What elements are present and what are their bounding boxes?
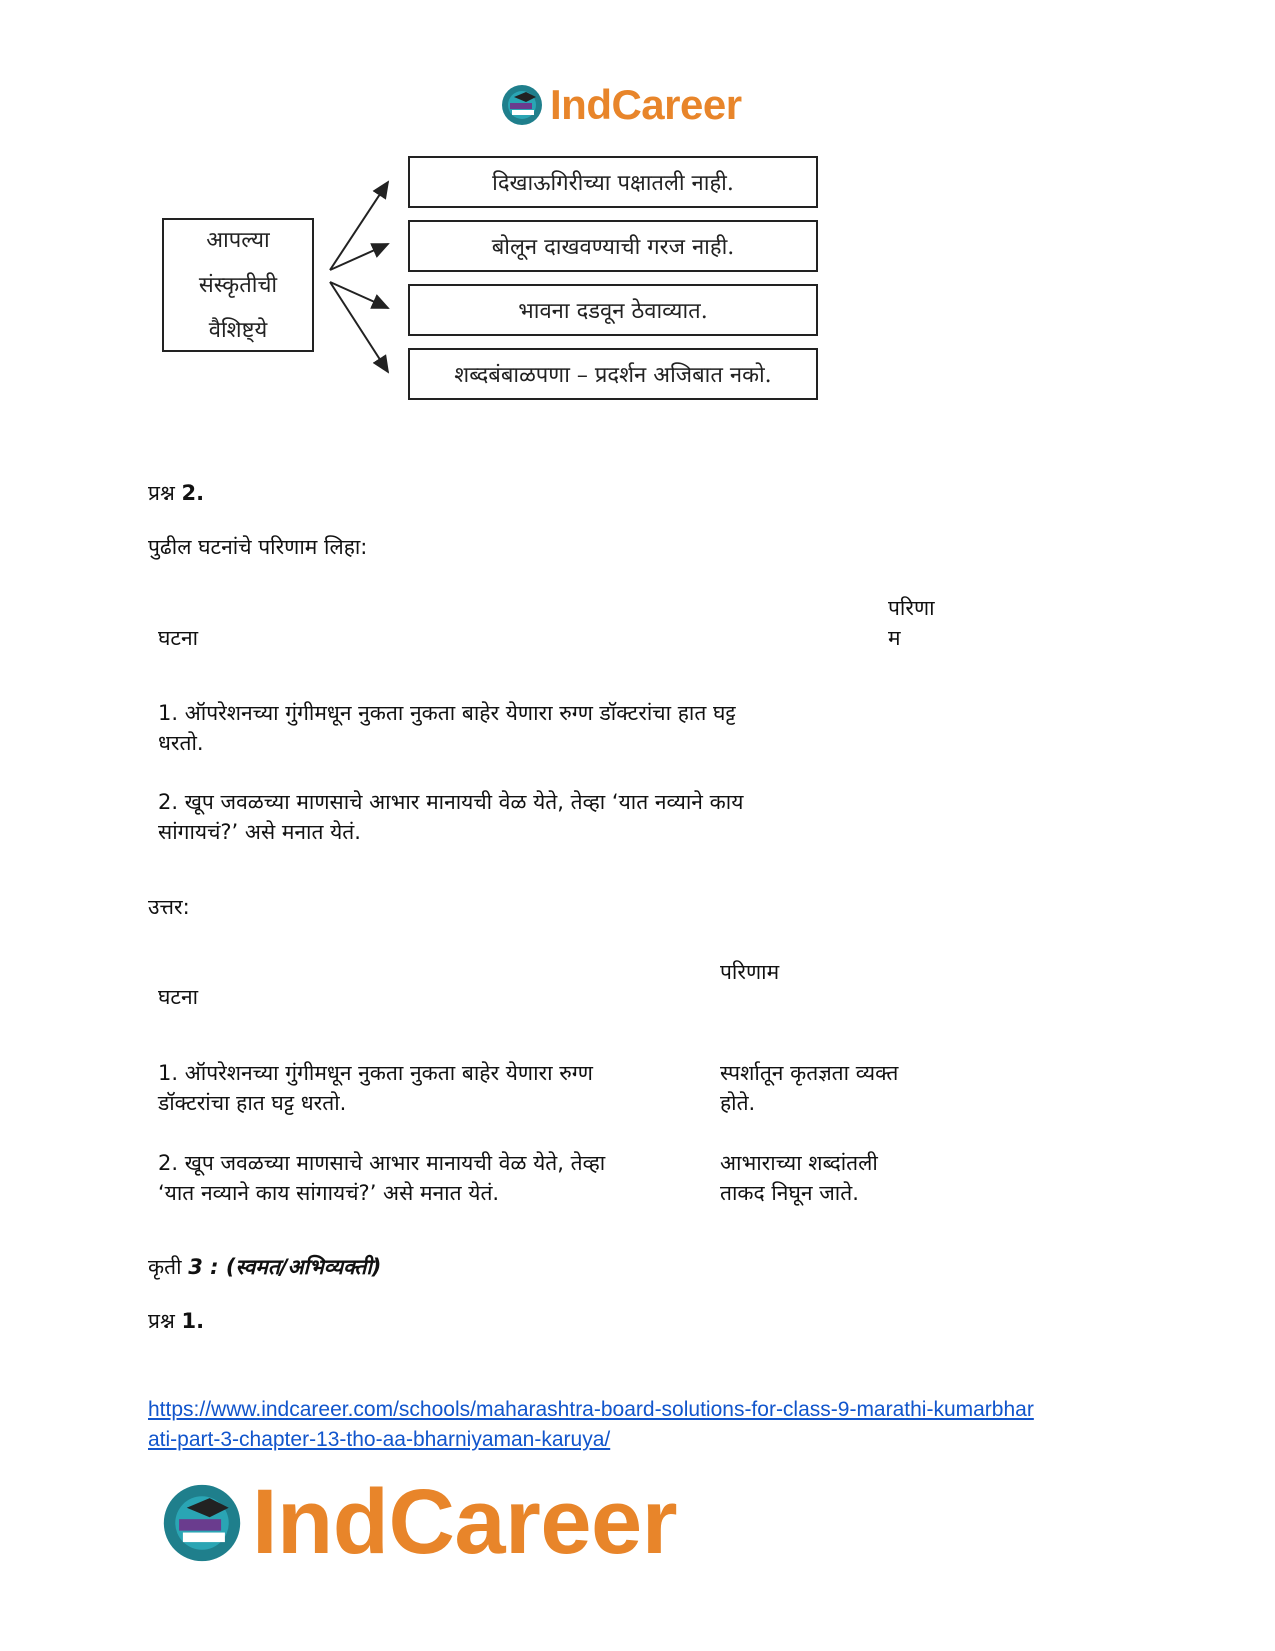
answer-label: उत्तर: — [148, 895, 190, 919]
kruti-label: कृती — [148, 1255, 182, 1279]
q2-row-2 — [158, 787, 858, 847]
q2-row-1 — [158, 698, 858, 758]
answer-row-2-event-line-2: ‘यात नव्याने काय सांगायचं?’ असे मनात येतं. — [158, 1181, 500, 1205]
answer-row-1-event-line-1: 1. ऑपरेशनच्या गुंगीमधून नुकता नुकता बाहेर येणारा रुग्ण — [158, 1061, 593, 1085]
question-label: प्रश्न — [148, 481, 175, 505]
footer-logo-text: IndCareer — [252, 1471, 677, 1573]
source-link[interactable] — [148, 1395, 1128, 1455]
kruti-3-heading — [148, 1252, 381, 1282]
q2-col-result-line-2: म — [888, 626, 901, 650]
diagram-box-4: शब्दबंबाळपणा – प्रदर्शन अजिबात नको. — [408, 348, 818, 400]
question-1-heading — [148, 1306, 204, 1336]
answer-col-result-header: परिणाम — [720, 960, 780, 984]
q2-col-result-line-1: परिणा — [888, 596, 935, 620]
q2-row-2-line-1: 2. खूप जवळच्या माणसाचे आभार मानायची वेळ येते, तेव्हा ‘यात नव्याने काय — [158, 790, 744, 814]
answer-row-2-event — [158, 1148, 698, 1208]
question-2-heading — [148, 478, 204, 508]
question-1-label: प्रश्न — [148, 1309, 175, 1333]
answer-row-2-event-line-1: 2. खूप जवळच्या माणसाचे आभार मानायची वेळ येते, तेव्हा — [158, 1151, 606, 1175]
answer-row-2-result-line-2: ताकद निघून जाते. — [720, 1181, 859, 1205]
q2-col-event-header: घटना — [158, 626, 199, 650]
diagram-source-box — [162, 218, 314, 352]
header-logo-text: IndCareer — [550, 81, 742, 128]
answer-row-1-result-line-2: होते. — [720, 1091, 756, 1115]
culture-traits-diagram — [160, 160, 830, 425]
answer-row-1-result-line-1: स्पर्शातून कृतज्ञता व्यक्त — [720, 1061, 899, 1085]
diagram-box-2: बोलून दाखवण्याची गरज नाही. — [408, 220, 818, 272]
header-logo — [500, 80, 780, 130]
source-line-1: आपल्या — [206, 227, 270, 253]
source-line-2: संस्कृतीची — [198, 272, 278, 298]
question-number: 2. — [181, 481, 205, 505]
answer-row-1-result — [720, 1058, 1020, 1118]
source-link-line-1[interactable]: https://www.indcareer.com/schools/maharashtra-board-solutions-for-class-9-marathi-kumarbhar — [148, 1398, 1034, 1421]
source-line-3: वैशिष्ट्ये — [208, 317, 268, 343]
source-link-line-2[interactable]: ati-part-3-chapter-13-tho-aa-bharniyaman-karuya/ — [148, 1428, 611, 1451]
indcareer-logo-icon — [500, 83, 544, 127]
question-1-number: 1. — [181, 1309, 205, 1333]
answer-row-2-result-line-1: आभाराच्या शब्दांतली — [720, 1151, 878, 1175]
answer-row-2-result — [720, 1148, 1020, 1208]
q2-row-2-line-2: सांगायचं?’ असे मनात येतं. — [158, 820, 361, 844]
q2-row-1-line-1: 1. ऑपरेशनच्या गुंगीमधून नुकता नुकता बाहेर येणारा रुग्ण डॉक्टरांचा हात घट्ट — [158, 701, 736, 725]
diagram-box-1: दिखाऊगिरीच्या पक्षातली नाही. — [408, 156, 818, 208]
answer-col-event-header: घटना — [158, 985, 199, 1009]
diagram-box-3: भावना दडवून ठेवाव्यात. — [408, 284, 818, 336]
indcareer-logo-icon — [160, 1481, 244, 1565]
footer-logo — [160, 1471, 720, 1573]
answer-row-1-event — [158, 1058, 698, 1118]
answer-row-1-event-line-2: डॉक्टरांचा हात घट्ट धरतो. — [158, 1091, 347, 1115]
q2-col-result-header — [888, 593, 935, 653]
question-2-instruction: पुढील घटनांचे परिणाम लिहा: — [148, 535, 368, 559]
q2-row-1-line-2: धरतो. — [158, 731, 204, 755]
kruti-subtitle: 3 : (स्वमत/अभिव्यक्ती) — [188, 1255, 382, 1279]
